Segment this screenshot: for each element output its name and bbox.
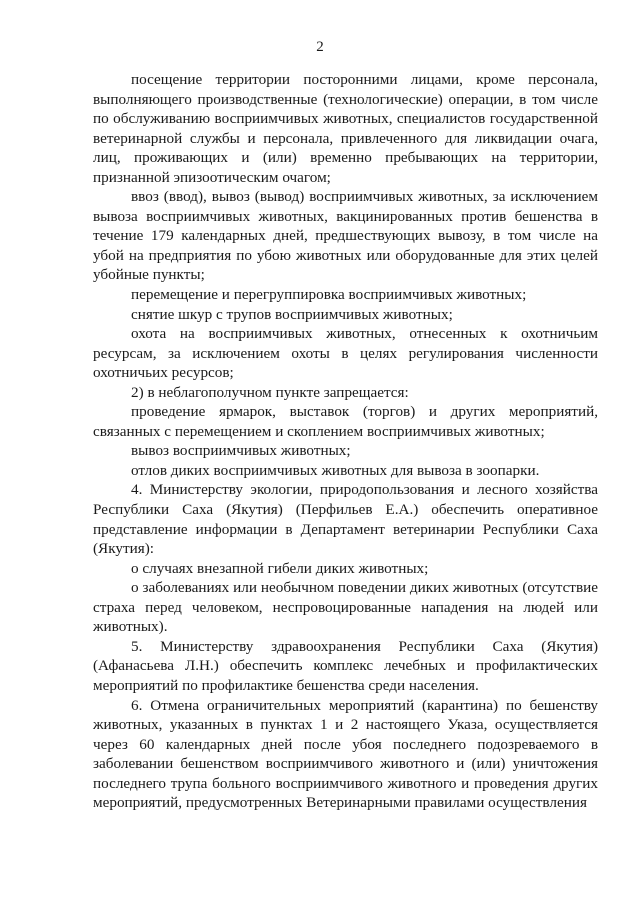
paragraph-unusual-behavior: о заболеваниях или необычном поведении диких животных (отсутствие страха перед человеком, неспровоцированные нападения на людей или животных).: [93, 579, 598, 636]
paragraph-item-5: 5. Министерству здравоохранения Республики Саха (Якутия) (Афанасьева Л.Н.) обеспечить комплекс лечебных и профилактических мероприятий по профилактике бешенства среди населения.: [93, 637, 598, 694]
paragraph-fairs-ban: проведение ярмарок, выставок (торгов) и других мероприятий, связанных с перемещением и скоплением восприимчивых животных;: [93, 403, 598, 440]
paragraph-capture-ban: отлов диких восприимчивых животных для вывоза в зоопарки.: [131, 461, 540, 479]
document-body: [93, 70, 598, 813]
paragraph-regrouping-ban: перемещение и перегруппировка восприимчивых животных;: [131, 286, 527, 304]
paragraph-item-4: 4. Министерству экологии, природопользования и лесного хозяйства Республики Саха (Якутия) (Перфильев Е.А.) обеспечить оперативное представление информации в Департамент ветеринарии Республики Саха (Якутия):: [93, 481, 598, 558]
paragraph-unfavorable-point-heading: 2) в неблагополучном пункте запрещается:: [131, 383, 409, 401]
paragraph-sudden-death: о случаях внезапной гибели диких животных;: [131, 559, 429, 577]
page-number: 2: [316, 39, 324, 55]
paragraph-hunting-ban: охота на восприимчивых животных, отнесенных к охотничьим ресурсам, за исключением охоты в целях регулирования численности охотничьих ресурсов;: [93, 325, 598, 382]
paragraph-import-export-ban: ввоз (ввод), вывоз (вывод) восприимчивых животных, за исключением вывоза восприимчивых животных, вакцинированных против бешенства в течение 179 календарных дней, предшествующих вывозу, в том числе на убой на предприятия по убою животных или оборудованные для этих целей убойные пункты;: [93, 188, 598, 284]
paragraph-visit-restriction: посещение территории посторонними лицами, кроме персонала, выполняющего производственные (технологические) операции, в том числе по обслуживанию восприимчивых животных, специалистов государственной ветеринарной службы и персонала, привлеченного для ликвидации очага, лиц, проживающих и (или) временно пребывающих на территории, признанной эпизоотическим очагом;: [93, 71, 598, 186]
paragraph-export-ban: вывоз восприимчивых животных;: [131, 442, 351, 460]
paragraph-skinning-ban: снятие шкур с трупов восприимчивых животных;: [131, 305, 453, 323]
paragraph-item-6: 6. Отмена ограничительных мероприятий (карантина) по бешенству животных, указанных в пунктах 1 и 2 настоящего Указа, осуществляется через 60 календарных дней после убоя последнего подозреваемого в заболевании бешенством восприимчивого животного и (или) уничтожения последнего трупа больного восприимчивого животного и проведения других мероприятий, предусмотренных Ветеринарными правилами осуществления: [93, 696, 598, 812]
